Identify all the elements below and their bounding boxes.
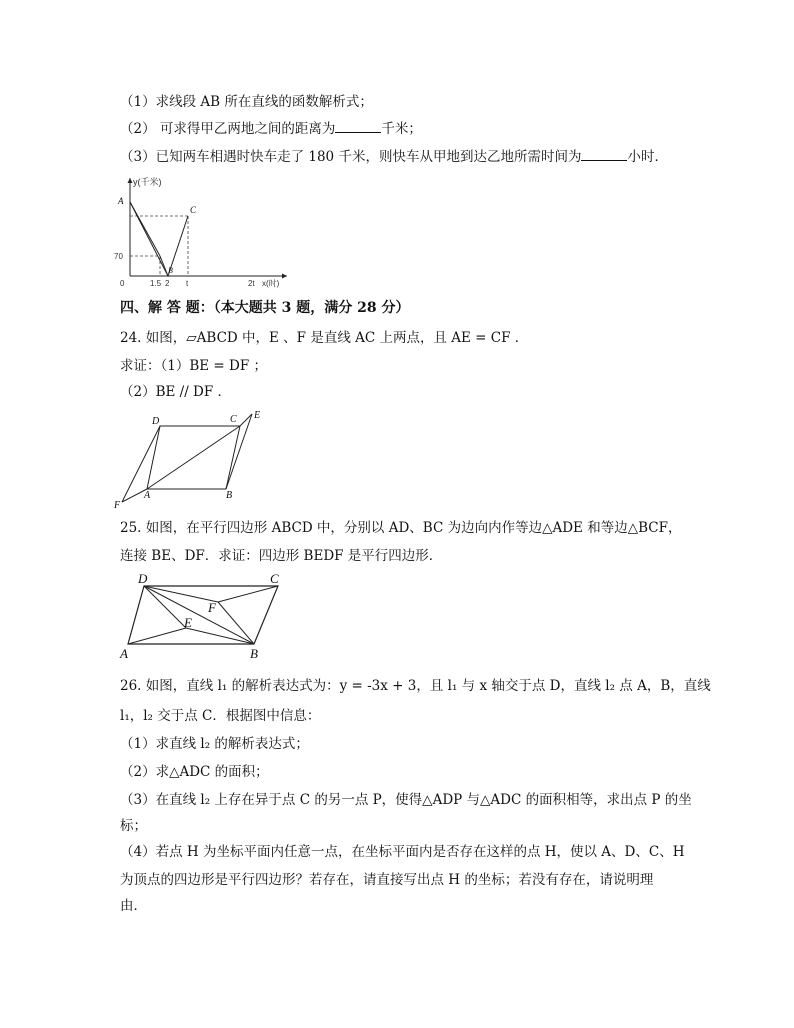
q24-figure: [112, 406, 272, 510]
q23-part3: [120, 146, 668, 167]
fig24-label-a: A: [144, 490, 151, 501]
x-axis-label: x(时): [262, 279, 280, 288]
fig24-label-f: F: [114, 500, 121, 510]
q25-line1: [120, 518, 681, 538]
q23-part2-unit: 千米；: [381, 121, 422, 137]
q26-part3a: （3）在直线 l₂ 上存在异于点 C 的另一点 P，使得△ADP 与△ADC 的面积相等，求出点 P 的坐: [120, 792, 692, 808]
fig24-label-e: E: [254, 410, 261, 421]
fig24-label-c: C: [230, 414, 237, 425]
fig25-label-e: E: [184, 615, 192, 630]
segment-df-25: [144, 586, 218, 602]
diagonal-ac: [147, 426, 240, 489]
graph-line-d-b: [160, 256, 168, 276]
q26-part1: （1）求直线 l₂ 的解析表达式；: [120, 736, 309, 752]
x-tick-1-5: 1.5: [150, 279, 162, 288]
fig24-label-b: B: [226, 490, 233, 501]
point-c-label: C: [190, 205, 197, 215]
q23-part2-text: （2） 可求得甲乙两地之间的距离为: [120, 121, 336, 137]
q26-part4b: 为顶点的四边形是平行四边形？若存在，请直接写出点 H 的坐标；若没有存在，请说明理: [120, 872, 654, 888]
q25-figure: [114, 570, 294, 662]
q24-text1: 如图，▱ABCD 中，E 、F 是直线 AC 上两点，且 AE = CF ．: [145, 330, 529, 346]
q23-part1: （1）求线段 AB 所在直线的函数解析式；: [120, 94, 373, 110]
point-a-label: A: [118, 196, 124, 206]
segment-fb: [218, 602, 254, 644]
segment-df: [122, 426, 160, 502]
x-tick-2: 2: [165, 279, 170, 288]
origin-label: 0: [120, 279, 125, 288]
x-tick-t: t: [186, 279, 189, 288]
segment-ae: [128, 628, 186, 644]
q24-line2: 求证：（1）BE = DF ；: [120, 358, 267, 374]
segment-eb: [186, 628, 254, 644]
q24-number: 24.: [120, 330, 142, 346]
q25-line2: 连接 BE、DF．求证：四边形 BEDF 是平行四边形．: [120, 548, 443, 564]
fig25-label-b: B: [250, 646, 258, 661]
q26-part4c: 由．: [120, 898, 147, 914]
q26-part2: （2）求△ADC 的面积；: [120, 764, 269, 780]
q25-text1: 如图，在平行四边形 ABCD 中，分别以 AD、BC 为边向内作等边△ADE 和等边△BCF，: [145, 520, 682, 536]
q26-line1: [120, 676, 711, 696]
q25-number: 25.: [120, 520, 142, 536]
segment-de: [144, 586, 186, 628]
q26-part3b: 标；: [120, 818, 147, 834]
q23-part3-blank: [581, 146, 627, 161]
fig25-label-f: F: [208, 600, 216, 615]
y-axis-label: y(千米): [133, 177, 162, 187]
section4-title: 四、解 答 题：（本大题共 3 题，满分 28 分）: [120, 300, 410, 316]
q24-line1: [120, 328, 528, 348]
x-axis-arrow: [282, 274, 287, 279]
segment-fc: [218, 586, 278, 602]
y-tick-70: 70: [114, 252, 123, 261]
graph-line-a-d: [130, 202, 160, 256]
parallelogram-abcd-25: [128, 586, 278, 644]
point-b-label: B: [168, 266, 173, 275]
fig25-label-a: A: [120, 646, 128, 661]
fig25-label-c: C: [270, 571, 279, 586]
fig24-label-d: D: [152, 416, 160, 427]
q26-line2: l₁，l₂ 交于点 C．根据图中信息：: [120, 708, 321, 724]
q24-line3: （2）BE // DF ．: [120, 384, 232, 400]
q23-part3-unit: 小时．: [627, 149, 668, 165]
fig25-label-d: D: [138, 571, 148, 586]
q23-part2: [120, 118, 422, 139]
q23-graph: [112, 172, 292, 290]
x-tick-2t: 2t: [248, 279, 255, 288]
q26-text1: 如图，直线 l₁ 的解析表达式为：y = -3x + 3，且 l₁ 与 x 轴交于点 D，直线 l₂ 点 A，B，直线: [145, 678, 711, 694]
graph-polyline: [130, 202, 188, 276]
q23-part3-text: （3）已知两车相遇时快车走了 180 千米，则快车从甲地到达乙地所需时间为: [120, 149, 582, 165]
q26-part4a: （4）若点 H 为坐标平面内任意一点，在坐标平面内是否存在这样的点 H，使以 A、D、C、H: [120, 844, 685, 860]
q26-number: 26.: [120, 678, 142, 694]
y-axis-arrow: [128, 178, 133, 183]
segment-be: [226, 414, 252, 489]
q23-part2-blank: [335, 118, 381, 133]
